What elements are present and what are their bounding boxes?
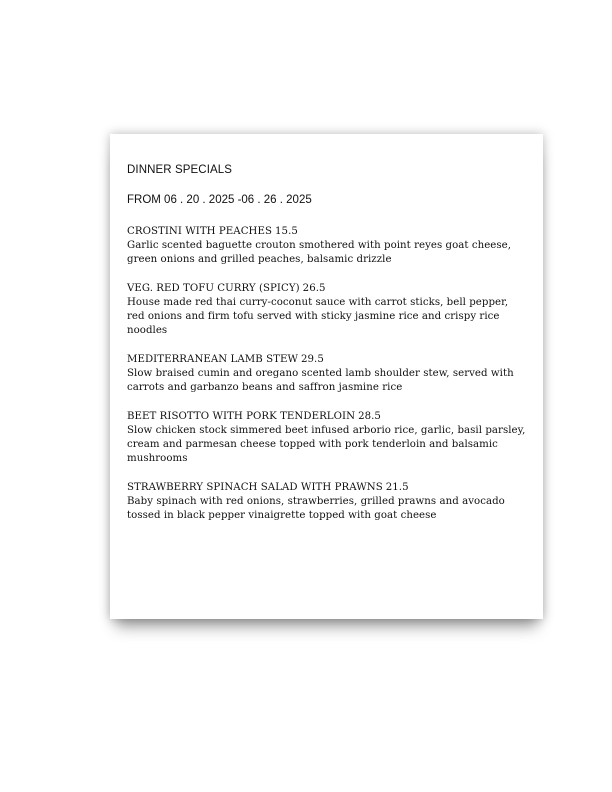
menu-item-description: Slow braised cumin and oregano scented lamb shoulder stew, served with carrots and garbanzo beans and saffron jasmine rice	[127, 368, 514, 393]
menu-item	[127, 481, 527, 523]
menu-date-range: FROM 06 . 20 . 2025 -06 . 26 . 2025	[127, 194, 312, 206]
menu-item-price: 15.5	[275, 226, 298, 237]
menu-item-name: STRAWBERRY SPINACH SALAD WITH PRAWNS	[127, 482, 383, 493]
menu-item-description: Baby spinach with red onions, strawberries, grilled prawns and avocado tossed in black pepper vinaigrette topped with goat cheese	[127, 496, 505, 521]
menu-item-description: Garlic scented baguette crouton smothered with point reyes goat cheese, green onions and grilled peaches, balsamic drizzle	[127, 240, 512, 265]
menu-item-price: 26.5	[302, 283, 326, 294]
menu-title: DINNER SPECIALS	[127, 164, 233, 176]
menu-item-price: 29.5	[300, 354, 324, 365]
menu-item-heading	[127, 410, 527, 424]
menu-item-heading	[127, 353, 527, 367]
menu-card	[110, 134, 543, 619]
menu-item-name: MEDITERRANEAN LAMB STEW	[127, 354, 298, 365]
menu-item	[127, 282, 527, 338]
menu-item	[127, 225, 527, 267]
menu-item	[127, 410, 527, 466]
menu-item-description: House made red thai curry-coconut sauce with carrot sticks, bell pepper, red onions and firm tofu served with sticky jasmine rice and crispy rice noodles	[127, 297, 509, 336]
menu-item-name: VEG. RED TOFU CURRY (SPICY)	[127, 283, 300, 294]
menu-item-description: Slow chicken stock simmered beet infused arborio rice, garlic, basil parsley, cream and parmesan cheese topped with pork tenderloin and balsamic mushrooms	[127, 425, 526, 464]
menu-item	[127, 353, 527, 395]
menu-item-price: 21.5	[385, 482, 409, 493]
menu-items-list	[127, 225, 527, 523]
menu-item-name: CROSTINI WITH PEACHES	[127, 226, 272, 237]
menu-item-heading	[127, 225, 527, 239]
menu-item-heading	[127, 481, 527, 495]
menu-item-name: BEET RISOTTO WITH PORK TENDERLOIN	[127, 411, 356, 422]
menu-item-price: 28.5	[358, 411, 381, 422]
menu-item-heading	[127, 282, 527, 296]
